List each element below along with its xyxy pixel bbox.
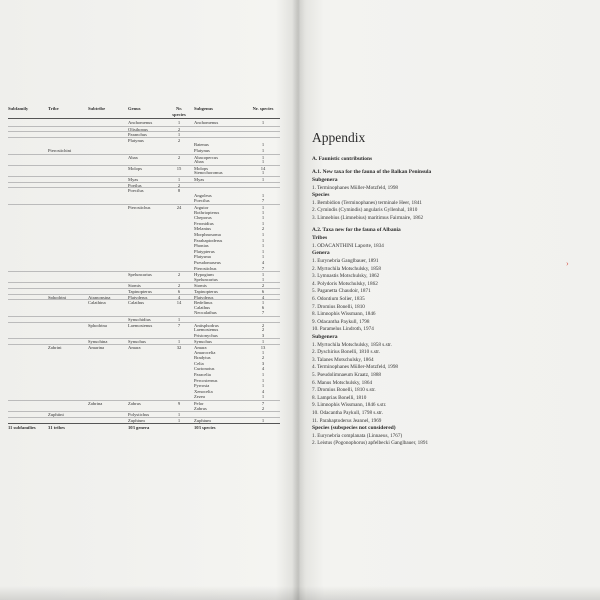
genus-count-cell: 2: [177, 182, 181, 188]
header-nr-species: Nr. species: [172, 106, 186, 117]
subgenus-count-cell: 7: [261, 265, 265, 271]
subgenus-count-cell: 1: [261, 220, 265, 226]
subsection-heading: Species: [312, 192, 330, 199]
subgenus-count-cell: 3: [261, 360, 265, 366]
list-item: 8. Lamprias Bonelli, 1810: [312, 394, 367, 401]
subtribe-cell: Sphodrina: [88, 322, 107, 328]
genus-count-cell: 2: [177, 283, 181, 289]
subgenus-count-cell: 1: [261, 417, 265, 423]
list-item: 1. Terminophanes Müller-Motzfeld, 1998: [312, 184, 399, 191]
subgenus-cell: Melanius: [194, 226, 212, 232]
total-species: 103 species: [194, 424, 216, 430]
subgenus-count-cell: 1: [261, 349, 265, 355]
subgenus-count-cell: 1: [261, 177, 265, 182]
genus-count-cell: 4: [177, 294, 181, 300]
subgenus-cell: Zuphium: [194, 417, 211, 423]
subgenus-cell: Batenus: [194, 142, 209, 148]
list-item: 6. Manus Motschulsky, 1864: [312, 379, 373, 386]
header-genus: Genus: [128, 106, 141, 111]
genus-cell: Paranchus: [128, 132, 147, 138]
header-subgenus: Subgenus: [194, 106, 213, 111]
list-item: 10. Odacantha Paykull, 1798 s.str.: [312, 409, 383, 416]
list-item: 2. Dyschirius Bonelli, 1810 s.str.: [312, 349, 381, 356]
subgenus-cell: Abax: [194, 159, 204, 165]
tribe-cell: Pterostichini: [48, 148, 72, 153]
subgenus-count-cell: 1: [261, 372, 265, 377]
page-bottom-shadow: [0, 586, 600, 600]
subgenus-cell: Zabrus: [194, 405, 207, 411]
genus-count-cell: 2: [177, 137, 181, 143]
list-item: 1. Myrtochila Motschulsky, 1858 s.str.: [312, 341, 392, 348]
subtribe-cell: Zabrina: [88, 401, 103, 406]
table-row: [8, 417, 280, 424]
list-item: 10. Paramelus Lindroth, 1974: [312, 326, 374, 333]
genus-count-cell: 15: [176, 165, 182, 171]
list-item: 3. Limnebius (Limnebius) maritimus Fairmaire, 1862: [312, 215, 424, 221]
genus-cell: Polystichus: [128, 412, 150, 418]
genus-cell: Pterostichus: [128, 205, 151, 210]
list-item: 6. Odontium Solier, 1835: [312, 295, 365, 302]
subtribe-cell: Atranopsina: [88, 294, 111, 300]
appendix-title: Appendix: [312, 130, 366, 145]
subsection-heading: Subgenera: [312, 177, 338, 183]
taxonomy-table: [8, 104, 280, 430]
header-subfamily: Subfamily: [8, 106, 29, 111]
genus-cell: Synuchus: [128, 339, 146, 345]
subgenus-count-cell: 13: [260, 345, 266, 350]
list-item: 1. Bembidion (Terminophanes) terminale Heer, 1841: [312, 199, 422, 206]
subtribe-cell: Amarina: [88, 345, 105, 350]
subgenus-count-cell: 2: [261, 283, 265, 289]
list-item: 1. ODACANTHINI Laporte, 1834: [312, 242, 384, 249]
subgenus-cell: Celia: [194, 360, 204, 366]
subgenus-cell: Platynus: [194, 148, 210, 153]
subgenus-count-cell: 1: [261, 215, 265, 221]
subgenus-count-cell: 1: [261, 209, 265, 215]
subsection-heading: Tribes: [312, 235, 328, 242]
subgenus-cell: Pristonychus: [194, 332, 218, 338]
subgenus-count-cell: 4: [261, 366, 265, 372]
list-item: 2. Cymindis (Cymindis) angularis Gyllenhal, 1810: [312, 207, 418, 214]
genus-cell: Olisthopus: [128, 126, 148, 132]
genus-count-cell: 14: [176, 300, 182, 306]
subgenus-count-cell: 2: [261, 405, 265, 411]
subgenus-count-cell: 1: [261, 237, 265, 243]
subgenus-count-cell: 1: [261, 300, 265, 306]
subgenus-cell: Synuchus: [194, 339, 212, 345]
subgenus-cell: Stenochoromus: [194, 170, 223, 176]
subgenus-count-cell: 7: [261, 401, 265, 406]
genus-count-cell: 2: [177, 272, 181, 278]
list-item: 9. Odacantha Paykull, 1798: [312, 318, 370, 325]
subgenus-cell: Myas: [194, 177, 205, 182]
subgenus-count-cell: 2: [261, 355, 265, 361]
subgenus-cell: Platyderus: [194, 294, 214, 300]
list-item: 3. Talanes Motschulsky, 1864: [312, 356, 374, 363]
subgenus-cell: Morphnosoma: [194, 232, 221, 237]
genus-count-cell: 1: [177, 317, 181, 322]
genus-cell: Tapinopterus: [128, 289, 152, 294]
list-item: 1. Eurynebria complanata (Linnaeus, 1767): [312, 432, 403, 439]
subgenus-count-cell: 2: [261, 226, 265, 232]
subsection-heading: Species (subspecies not considered): [312, 425, 396, 432]
subgenus-cell: Platysma: [194, 254, 211, 260]
subgenus-count-cell: 1: [261, 272, 265, 278]
subgenus-cell: Argutor: [194, 205, 209, 210]
subgenus-cell: Abacopercus: [194, 154, 218, 160]
subgenus-cell: Feronidius: [194, 220, 214, 226]
subgenus-cell: Pelor: [194, 401, 204, 406]
genus-count-cell: 7: [177, 322, 181, 328]
subgenus-count-cell: 7: [261, 310, 265, 316]
genus-cell: Stomis: [128, 283, 141, 289]
genus-count-cell: 1: [177, 132, 181, 138]
genus-cell: Amara: [128, 345, 141, 350]
subgenus-count-cell: 6: [261, 289, 265, 294]
subsection-heading: Subgenera: [312, 333, 338, 340]
genus-count-cell: 1: [177, 177, 181, 182]
subgenus-cell: Molops: [194, 165, 209, 171]
subgenus-cell: Phonias: [194, 243, 209, 249]
genus-count-cell: 1: [177, 339, 181, 345]
subtribe-cell: Synuchina: [88, 339, 108, 345]
genus-count-cell: 2: [177, 154, 181, 160]
subsection-heading: Genera: [312, 250, 330, 257]
subgenus-count-cell: 6: [261, 304, 265, 310]
genus-cell: Laemostenus: [128, 322, 153, 328]
subgenus-cell: Percosternus: [194, 377, 218, 383]
subgenus-cell: Bothriopterus: [194, 209, 220, 215]
subgenus-count-cell: 4: [261, 388, 265, 394]
subgenus-cell: Amarocelia: [194, 349, 216, 355]
genus-count-cell: 8: [177, 188, 181, 194]
subgenus-cell: Calathus: [194, 304, 211, 310]
subgenus-count-cell: 2: [261, 327, 265, 333]
subgenus-cell: Xenocelia: [194, 388, 213, 394]
tribe-cell: Zuphiini: [48, 412, 64, 418]
subgenus-cell: Curtonotus: [194, 366, 215, 372]
genus-cell: Speluncarius: [128, 272, 152, 278]
subgenus-count-cell: 14: [260, 165, 266, 171]
subgenus-cell: Pterostichus: [194, 265, 217, 271]
subgenus-cell: Speluncarius: [194, 276, 218, 282]
subgenus-cell: Paraceliа: [194, 372, 211, 377]
list-item: 9. Limnophis Wissmann, 1846 s.str.: [312, 402, 387, 409]
subgenus-count-cell: 7: [261, 198, 265, 204]
subgenus-count-cell: 1: [261, 232, 265, 237]
list-item: 1. Eurynebria Ganglbauer, 1891: [312, 257, 379, 264]
subgenus-cell: Laemostenus: [194, 327, 219, 333]
subgenus-count-cell: 1: [261, 254, 265, 260]
genus-count-cell: 6: [177, 289, 181, 294]
list-item: 4. Terminophanes Müller-Motzfeld, 1998: [312, 364, 399, 371]
subgenus-count-cell: 1: [261, 383, 265, 389]
subgenus-count-cell: 4: [261, 294, 265, 300]
subtribe-cell: Calathina: [88, 300, 106, 306]
list-item: 2. Myrtochila Motschulsky, 1858: [312, 265, 381, 272]
subgenus-count-cell: 1: [261, 154, 265, 160]
total-tribes: 31 tribes: [48, 424, 65, 430]
tribe-cell: Zabrini: [48, 345, 62, 350]
genus-cell: Platynus: [128, 137, 144, 143]
header-tribe: Tribe: [48, 106, 59, 111]
list-item: 5. Paganetta Chaudoir, 1871: [312, 288, 371, 295]
header-nr-species-2: Nr. species: [252, 106, 274, 111]
subgenus-cell: Zezea: [194, 394, 205, 400]
subgenus-cell: Pseudomaseus: [194, 260, 221, 265]
subgenus-cell: Hypogium: [194, 272, 214, 278]
genus-count-cell: 24: [176, 205, 182, 210]
subgenus-cell: Amara: [194, 345, 207, 350]
genus-cell: Zabrus: [128, 401, 141, 406]
list-item: 7. Dromius Bonelli, 1810 s.str.: [312, 387, 376, 394]
subgenus-cell: Neocalathus: [194, 310, 217, 316]
genus-count-cell: 9: [177, 401, 181, 406]
subgenus-cell: Stomis: [194, 283, 207, 289]
genus-count-cell: 1: [177, 412, 181, 418]
subgenus-count-cell: 3: [261, 332, 265, 338]
list-item: 8. Limnophis Wissmann, 1846: [312, 311, 376, 318]
table-totals-row: [8, 425, 280, 431]
list-item: 5. Pseudolimnaeum Kraatz, 1888: [312, 371, 382, 378]
genus-count-cell: 2: [177, 126, 181, 132]
genus-cell: Molops: [128, 165, 143, 171]
header-subtribe: Subtribe: [88, 106, 106, 111]
subgenus-cell: Angoleus: [194, 192, 212, 198]
subgenus-count-cell: 1: [261, 377, 265, 383]
subgenus-cell: Antisphodrus: [194, 322, 219, 328]
genus-count-cell: 1: [177, 120, 181, 125]
section-heading: A. Faunistic contributions: [312, 156, 373, 162]
genus-cell: Calathus: [128, 300, 145, 306]
subgenus-cell: Platypterus: [194, 248, 215, 254]
subgenus-count-cell: 1: [261, 205, 265, 210]
subgenus-count-cell: 4: [261, 260, 265, 265]
subgenus-cell: Tapinopterus: [194, 289, 218, 294]
subgenus-cell: Poecilus: [194, 198, 210, 204]
subgenus-cell: Anchomenus: [194, 120, 219, 125]
genus-cell: Synuchidius: [128, 317, 151, 322]
genus-cell: Poecilus: [128, 188, 144, 194]
list-item: 4. Polydoris Motschulsky, 1862: [312, 280, 378, 287]
genus-cell: Myas: [128, 177, 139, 182]
genus-cell: Anchomenus: [128, 120, 153, 125]
subgenus-count-cell: 1: [261, 120, 265, 125]
genus-count-cell: 1: [177, 417, 181, 423]
genus-cell: Poeilus: [128, 182, 142, 188]
subgenus-count-cell: 1: [261, 276, 265, 282]
genus-count-cell: 32: [176, 345, 182, 350]
subgenus-count-cell: 1: [261, 192, 265, 198]
list-item: 3. Lymnastis Motschulsky, 1862: [312, 273, 380, 280]
subgenus-count-cell: 1: [261, 142, 265, 148]
list-item: 11. Parahaptoderus Jeannel, 1969: [312, 417, 382, 424]
subgenus-cell: Parahaptoderus: [194, 237, 223, 243]
genus-cell: Abax: [128, 154, 138, 160]
section-heading: A.1. New taxa for the fauna of the Balkan Peninsula: [312, 168, 432, 175]
subgenus-cell: Pyrrosia: [194, 383, 210, 389]
subgenus-count-cell: 1: [261, 159, 265, 165]
subgenus-cell: Cheporus: [194, 215, 212, 221]
subgenus-count-cell: 1: [261, 148, 265, 153]
subgenus-count-cell: 1: [261, 339, 265, 345]
subgenus-count-cell: 2: [261, 322, 265, 328]
subgenus-cell: Bradytus: [194, 355, 211, 361]
subgenus-count-cell: 1: [261, 248, 265, 254]
section-heading: A.2. Taxa new for the fauna of Albania: [312, 226, 401, 233]
total-subfamilies: 11 subfamilies: [8, 424, 36, 430]
list-item: 2. Leistus (Pogonophorus) apfelbecki Ganglbauer, 1891: [312, 440, 429, 447]
tribe-cell: Sphodrini: [48, 294, 67, 300]
subgenus-count-cell: 1: [261, 394, 265, 400]
genus-cell: Platyderus: [128, 294, 148, 300]
margin-marker-icon: ›: [566, 259, 569, 268]
table-header: [8, 104, 280, 119]
list-item: 7. Dromius Bonelli, 1810: [312, 303, 365, 310]
subgenus-count-cell: 1: [261, 243, 265, 249]
subgenus-count-cell: 1: [261, 170, 265, 176]
subgenus-cell: Bedelinus: [194, 300, 213, 306]
book-gutter: [292, 0, 306, 600]
total-genera: 103 genera: [128, 424, 150, 430]
genus-cell: Zuphium: [128, 417, 145, 423]
